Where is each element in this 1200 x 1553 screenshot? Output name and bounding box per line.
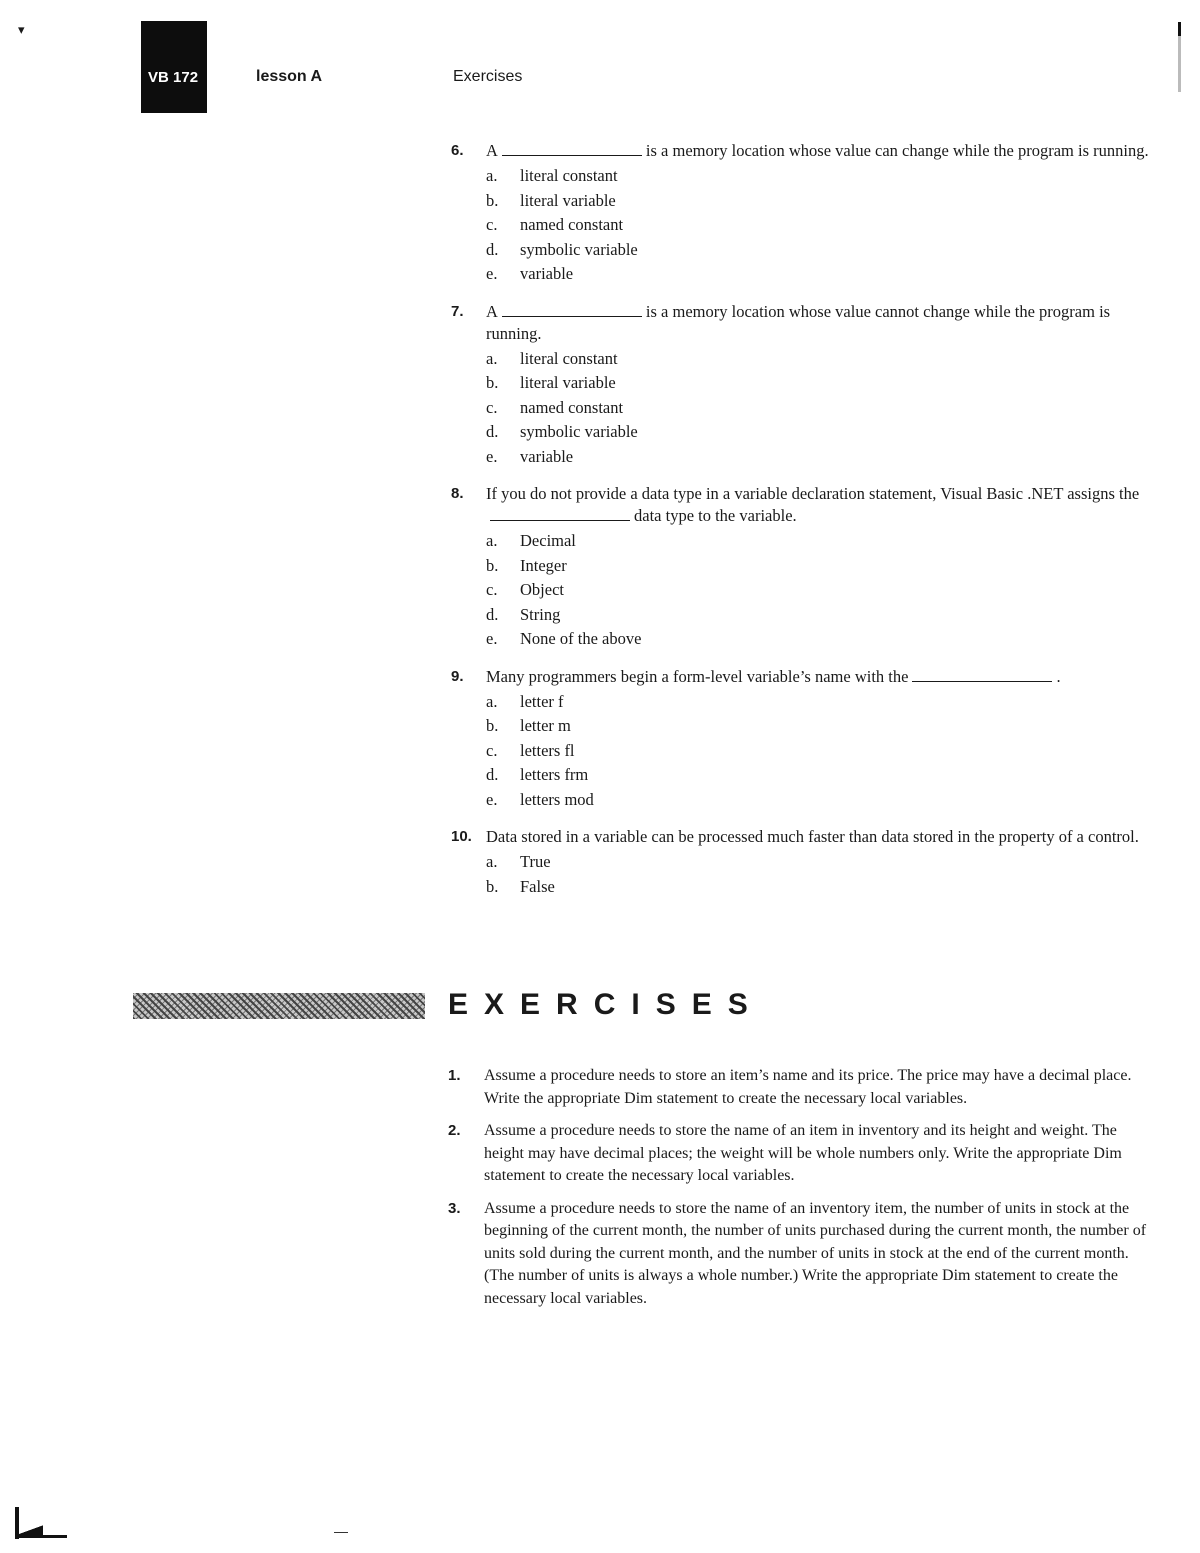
answer-options xyxy=(486,347,1149,470)
answer-blank xyxy=(912,667,1052,682)
question-item xyxy=(449,301,1149,470)
answer-options xyxy=(486,529,1149,652)
exercise-number: 2. xyxy=(448,1122,461,1139)
exercise-item xyxy=(446,1198,1151,1311)
exercises-list xyxy=(446,1065,1151,1320)
question-number: 10. xyxy=(451,828,472,845)
question-number: 9. xyxy=(451,667,464,685)
exercise-text: Assume a procedure needs to store the name of an inventory item, the number of units in stock at the beginning of the current month, the number of units purchased during the current month, the number of units sold during the current month, and the number of units in stock at the end of the current month. (The number of units is always a whole number.) Write the appropriate Dim statement to create the necessary local variables. xyxy=(484,1199,1147,1307)
question-text: Many programmers begin a form-level variable’s name with the . xyxy=(486,666,1061,686)
answer-option: a. letter f xyxy=(486,691,564,711)
answer-option: d. symbolic variable xyxy=(486,239,638,259)
answer-option: c. Object xyxy=(486,580,564,599)
lesson-label: lesson A xyxy=(256,68,323,85)
answer-option: c. named constant xyxy=(486,397,624,417)
answer-blank xyxy=(490,506,630,521)
section-label: Exercises xyxy=(453,68,523,85)
question-text: A is a memory location whose value cannot change while the program is running. xyxy=(486,301,1111,343)
answer-option: a. literal constant xyxy=(486,348,618,368)
answer-option: e. variable xyxy=(486,264,574,283)
answer-option: e. variable xyxy=(486,446,574,466)
exercise-text: Assume a procedure needs to store an item’s name and its price. The price may have a decimal place. Write the appropriate Dim statement to create the necessary local variables. xyxy=(484,1067,1132,1107)
answer-option: c. named constant xyxy=(486,215,624,234)
exercise-number: 3. xyxy=(448,1199,461,1217)
question-number: 6. xyxy=(451,142,464,159)
exercises-heading-row xyxy=(133,988,1133,1028)
exercises-heading: EXERCISES xyxy=(448,988,764,1021)
scan-edge-mark xyxy=(1178,22,1181,92)
answer-option: b. False xyxy=(486,876,555,896)
review-questions xyxy=(449,140,1149,913)
answer-option: b. Integer xyxy=(486,555,567,575)
answer-option: b. letter m xyxy=(486,716,571,735)
question-text: If you do not provide a data type in a variable declaration statement, Visual Basic .NET assigns thedata type to the variable. xyxy=(486,484,1140,525)
answer-option: b. literal variable xyxy=(486,373,616,392)
answer-option: e. letters mod xyxy=(486,789,594,809)
page-number-label: VB 172 xyxy=(148,69,199,86)
answer-option: a. literal constant xyxy=(486,166,618,185)
answer-options xyxy=(486,690,1149,813)
answer-blank xyxy=(502,141,642,156)
question-text: Data stored in a variable can be processed much faster than data stored in the property of a control. xyxy=(486,827,1139,846)
answer-options xyxy=(486,850,1149,899)
answer-option: a. Decimal xyxy=(486,531,576,550)
question-number: 7. xyxy=(451,302,464,320)
answer-option: b. literal variable xyxy=(486,190,616,210)
page-number-tab xyxy=(141,21,207,113)
answer-option: d. letters frm xyxy=(486,765,589,784)
heading-hatch-bar xyxy=(133,993,425,1019)
scan-corner-mark-bottom xyxy=(15,1507,67,1539)
answer-option: d. symbolic variable xyxy=(486,422,638,441)
answer-option: d. String xyxy=(486,604,561,624)
scan-corner-mark-top: ▾ xyxy=(18,22,25,37)
answer-option: e. None of the above xyxy=(486,629,642,648)
question-text: A is a memory location whose value can change while the program is running. xyxy=(486,141,1149,160)
exercise-number: 1. xyxy=(448,1067,461,1084)
answer-options xyxy=(486,164,1149,287)
question-item xyxy=(449,826,1149,899)
scan-dash-mark xyxy=(334,1532,348,1533)
question-item xyxy=(449,483,1149,652)
answer-option: a. True xyxy=(486,852,551,871)
question-item xyxy=(449,140,1149,287)
question-item xyxy=(449,666,1149,813)
answer-option: c. letters fl xyxy=(486,740,575,760)
question-number: 8. xyxy=(451,485,464,502)
exercise-item xyxy=(446,1120,1151,1188)
answer-blank xyxy=(502,302,642,317)
exercise-item xyxy=(446,1065,1151,1110)
exercise-text: Assume a procedure needs to store the name of an item in inventory and its height and weight. The height may have decimal places; the weight will be whole numbers only. Write the appropriate Dim statement to create the necessary local variables. xyxy=(484,1122,1122,1184)
